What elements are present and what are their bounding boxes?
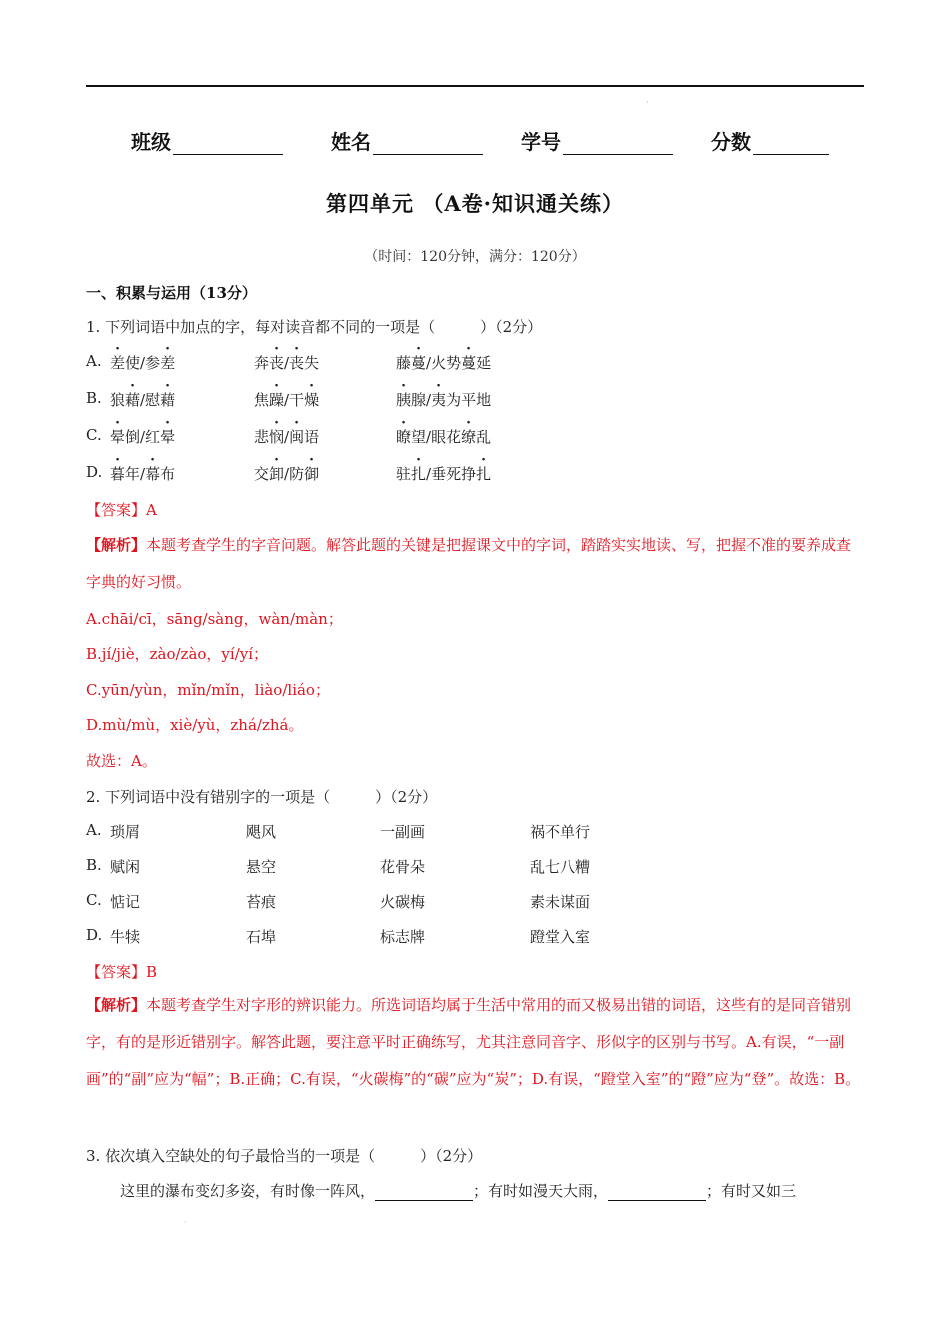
- score-label: 分数: [711, 130, 751, 154]
- q1-pinyin-c: C.yūn/yùn，mǐn/mǐn，liào/liáo；: [86, 681, 330, 699]
- class-blank[interactable]: [173, 132, 283, 155]
- name-field[interactable]: [331, 126, 483, 155]
- q1-option-a-word2: 奔丧/丧失: [254, 354, 320, 372]
- blank-1[interactable]: [375, 1184, 473, 1201]
- question-2-answer: 【答案】B: [86, 963, 158, 981]
- q1-option-d-letter: D.: [86, 463, 103, 481]
- class-field[interactable]: [131, 126, 283, 155]
- q1-option-c-word3: 瞭望/眼花缭乱: [396, 428, 492, 446]
- q2-option-b-word2: 悬空: [246, 858, 277, 876]
- q1-option-d-word3: 驻扎/垂死挣扎: [396, 465, 492, 483]
- q2-option-d-word4: 蹬堂入室: [530, 928, 591, 946]
- q1-pinyin-b: B.jí/jiè，zào/zào，yí/yí；: [86, 645, 269, 663]
- q1-pinyin-a: A.chāi/cī，sāng/sàng，wàn/màn；: [86, 610, 343, 628]
- score-blank[interactable]: [753, 132, 829, 155]
- question-1-answer: 【答案】A: [86, 501, 157, 519]
- q1-option-b-word3: 胰腺/夷为平地: [396, 391, 492, 409]
- question-3-passage: [120, 1180, 796, 1201]
- question-1-analysis: [86, 527, 862, 601]
- q2-option-d-word3: 标志牌: [380, 928, 426, 946]
- q1-option-d-word1: 暮年/幕布: [110, 465, 176, 483]
- q1-option-b-word2: 焦躁/干燥: [254, 391, 320, 409]
- passage-part-2: ；有时如漫天大雨，: [473, 1182, 609, 1200]
- student-id-blank[interactable]: [563, 132, 673, 155]
- passage-part-3: ；有时又如三: [706, 1182, 797, 1200]
- q2-option-d-letter: D.: [86, 926, 103, 944]
- student-id-field[interactable]: [521, 126, 673, 155]
- q1-option-d-word2: 交卸/防御: [254, 465, 320, 483]
- analysis-text: 本题考查学生的字音问题。解答此题的关键是把握课文中的字词，踏踏实实地读、写，把握不准的要养成查字典的好习惯。: [86, 536, 852, 591]
- question-1-stem: 1. 下列词语中加点的字，每对读音都不同的一项是（ ）（2分）: [86, 318, 543, 336]
- speck-mark: ·: [646, 98, 649, 107]
- page-title: 第四单元 （A卷·知识通关练）: [326, 191, 624, 216]
- q2-option-c-letter: C.: [86, 891, 102, 909]
- q1-option-c-letter: C.: [86, 426, 102, 444]
- q2-option-a-word3: 一副画: [380, 823, 426, 841]
- q1-option-a-letter: A.: [86, 352, 102, 370]
- passage-part-1: 这里的瀑布变幻多姿，有时像一阵风，: [120, 1182, 376, 1200]
- score-field[interactable]: [711, 126, 829, 155]
- student-info-row: [0, 126, 950, 160]
- q2-option-a-word2: 飓风: [246, 823, 277, 841]
- q1-option-b-word1: 狼藉/慰藉: [110, 391, 176, 409]
- student-id-label: 学号: [521, 130, 561, 154]
- class-label: 班级: [131, 130, 171, 154]
- q1-option-a-word3: 藤蔓/火势蔓延: [396, 354, 492, 372]
- question-2-stem: 2. 下列词语中没有错别字的一项是（ ）（2分）: [86, 788, 438, 806]
- analysis-text: 本题考查学生对字形的辨识能力。所选词语均属于生活中常用的而又极易出错的词语，这些有的是同音错别字，有的是形近错别字。解答此题，要注意平时正确练写，尤其注意同音字、形似字的区别与书写。A.有误，“一副画”的“副”应为“幅”；B.正确；C.有误，“火碳梅”的“碳”应为“炭”；D.有误，“蹬堂入室”的“蹬”应为“登”。故选：B。: [86, 996, 861, 1088]
- speck-mark-bottom: ·: [184, 1218, 187, 1227]
- q2-option-c-word2: 苔痕: [246, 893, 277, 911]
- q2-option-c-word1: 惦记: [110, 893, 141, 911]
- blank-2[interactable]: [608, 1184, 706, 1201]
- q2-option-b-word3: 花骨朵: [380, 858, 426, 876]
- q2-option-a-word1: 琐屑: [110, 823, 141, 841]
- q1-option-b-letter: B.: [86, 389, 102, 407]
- q2-option-a-word4: 祸不单行: [530, 823, 591, 841]
- q2-option-b-word4: 乱七八糟: [530, 858, 591, 876]
- page-subtitle: （时间：120分钟，满分：120分）: [364, 249, 586, 265]
- name-blank[interactable]: [373, 132, 483, 155]
- q2-option-d-word1: 牛犊: [110, 928, 141, 946]
- question-3-stem: 3. 依次填入空缺处的句子最恰当的一项是（ ）（2分）: [86, 1147, 483, 1165]
- analysis-tag: 【解析】: [86, 536, 147, 554]
- q2-option-a-letter: A.: [86, 821, 102, 839]
- q2-option-c-word4: 素未谋面: [530, 893, 591, 911]
- analysis-tag: 【解析】: [86, 996, 147, 1014]
- q1-choice: 故选：A。: [86, 752, 157, 770]
- q1-option-c-word2: 悲悯/闽语: [254, 428, 320, 446]
- q2-option-b-letter: B.: [86, 856, 102, 874]
- name-label: 姓名: [331, 130, 371, 154]
- q1-option-a-word1: 差使/参差: [110, 354, 176, 372]
- section-heading: 一、积累与运用（13分）: [86, 284, 257, 302]
- q1-pinyin-d: D.mù/mù，xiè/yù，zhá/zhá。: [86, 716, 304, 734]
- question-2-analysis: [86, 987, 862, 1098]
- q2-option-d-word2: 石埠: [246, 928, 277, 946]
- q1-option-c-word1: 晕倒/红晕: [110, 428, 176, 446]
- top-rule: [86, 85, 864, 87]
- q2-option-b-word1: 赋闲: [110, 858, 141, 876]
- q2-option-c-word3: 火碳梅: [380, 893, 426, 911]
